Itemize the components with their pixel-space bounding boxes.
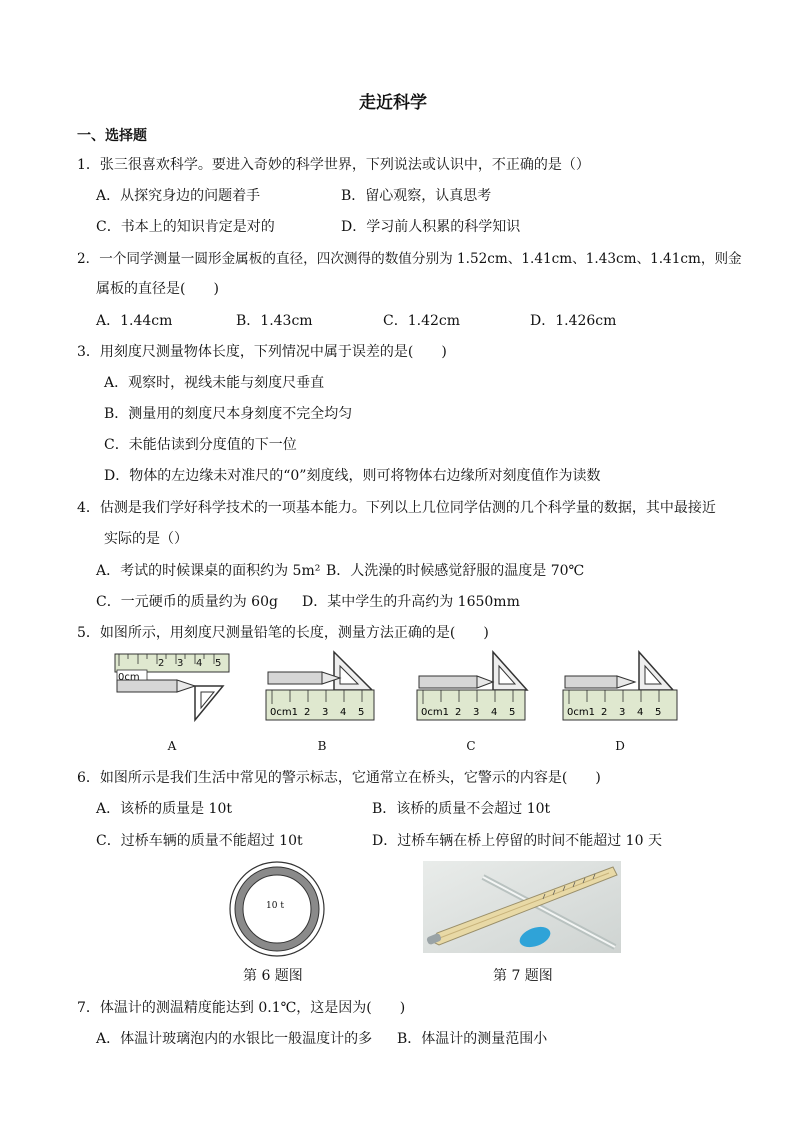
- svg-text:5: 5: [655, 707, 662, 718]
- q4-stem-line1: 4．估测是我们学好科学技术的一项基本能力。下列以上几位同学估测的几个科学量的数据，其中最接近: [77, 500, 716, 516]
- q5-label-c: C: [466, 739, 476, 753]
- ruler-mark: 2: [158, 658, 165, 669]
- svg-text:0cm1: 0cm1: [567, 707, 595, 718]
- svg-text:0cm1: 0cm1: [421, 707, 449, 718]
- thermometer-photo: [423, 861, 621, 953]
- q5-label-a: A: [167, 739, 177, 753]
- svg-text:4: 4: [340, 707, 347, 718]
- svg-text:3: 3: [322, 707, 329, 718]
- q3-option-b: B．测量用的刻度尺本身刻度不完全均匀: [104, 406, 353, 422]
- ruler-mark: 5: [215, 658, 222, 669]
- q4-option-d: D．某中学生的升高约为 1650mm: [302, 594, 520, 610]
- q5-label-d: D: [615, 739, 625, 753]
- q2-stem-line1: 2．一个同学测量一圆形金属板的直径，四次测得的数值分别为 1.52cm、1.41cm、1.43cm、1.41cm，则金: [77, 251, 742, 267]
- q6-option-b: B．该桥的质量不会超过 10t: [372, 801, 551, 817]
- q7-option-b: B．体温计的测量范围小: [397, 1031, 548, 1047]
- svg-text:5: 5: [358, 707, 365, 718]
- q7-stem: 7．体温计的测温精度能达到 0.1℃，这是因为( ): [77, 1000, 406, 1016]
- svg-text:4: 4: [491, 707, 498, 718]
- q4-option-a: A．考试的时候课桌的面积约为 5m²: [96, 563, 321, 579]
- q4-option-c: C．一元硬币的质量约为 60g: [96, 594, 278, 610]
- q1-option-c: C．书本上的知识肯定是对的: [96, 219, 275, 235]
- svg-text:2: 2: [601, 707, 608, 718]
- q7-option-a: A．体温计玻璃泡内的水银比一般温度计的多: [96, 1031, 373, 1047]
- svg-text:5: 5: [509, 707, 516, 718]
- q1-stem: 1．张三很喜欢科学。要进入奇妙的科学世界，下列说法或认识中，不正确的是（）: [77, 157, 590, 173]
- q5-figure-b: [264, 650, 384, 725]
- page-title: 走近科学: [359, 93, 427, 113]
- q5-figure-c: [415, 650, 535, 725]
- ruler-mark: 0cm: [118, 672, 140, 683]
- q6-option-c: C．过桥车辆的质量不能超过 10t: [96, 833, 303, 849]
- q2-option-c: C．1.42cm: [383, 313, 460, 329]
- q4-option-b: B．人洗澡的时候感觉舒服的温度是 70℃: [326, 563, 585, 579]
- q3-option-c: C．未能估读到分度值的下一位: [104, 437, 297, 453]
- ruler-mark: 4: [196, 658, 203, 669]
- q2-option-a: A．1.44cm: [96, 313, 173, 329]
- q5-label-b: B: [317, 739, 327, 753]
- svg-text:4: 4: [637, 707, 644, 718]
- q2-option-b: B．1.43cm: [236, 313, 313, 329]
- q6-option-d: D．过桥车辆在桥上停留的时间不能超过 10 天: [372, 833, 662, 849]
- q2-stem-line2: 属板的直径是( ): [96, 281, 219, 297]
- q6-stem: 6．如图所示是我们生活中常见的警示标志，它通常立在桥头，它警示的内容是( ): [77, 770, 601, 786]
- q5-stem: 5．如图所示，用刻度尺测量铅笔的长度，测量方法正确的是( ): [77, 625, 489, 641]
- q1-option-a: A．从探究身边的问题着手: [96, 188, 261, 204]
- fig6-caption: 第 6 题图: [243, 968, 303, 984]
- ruler-mark: 3: [177, 658, 184, 669]
- q3-option-a: A．观察时，视线未能与刻度尺垂直: [104, 375, 325, 391]
- q5-figure-d: [561, 650, 681, 725]
- fig7-caption: 第 7 题图: [493, 968, 553, 984]
- svg-text:3: 3: [473, 707, 480, 718]
- q1-option-b: B．留心观察，认真思考: [341, 188, 492, 204]
- q6-option-a: A．该桥的质量是 10t: [96, 801, 233, 817]
- q4-stem-line2: 实际的是（）: [104, 531, 188, 547]
- section-heading: 一、选择题: [77, 128, 147, 144]
- svg-text:2: 2: [455, 707, 462, 718]
- sign-text: 10 t: [266, 901, 284, 911]
- q1-option-d: D．学习前人积累的科学知识: [341, 219, 521, 235]
- svg-text:0cm1: 0cm1: [270, 707, 298, 718]
- svg-text:2: 2: [304, 707, 311, 718]
- q2-option-d: D．1.426cm: [530, 313, 617, 329]
- q3-stem: 3．用刻度尺测量物体长度，下列情况中属于误差的是( ): [77, 344, 447, 360]
- q3-option-d: D．物体的左边缘未对准尺的“0”刻度线，则可将物体右边缘所对刻度值作为读数: [104, 468, 601, 484]
- svg-text:3: 3: [619, 707, 626, 718]
